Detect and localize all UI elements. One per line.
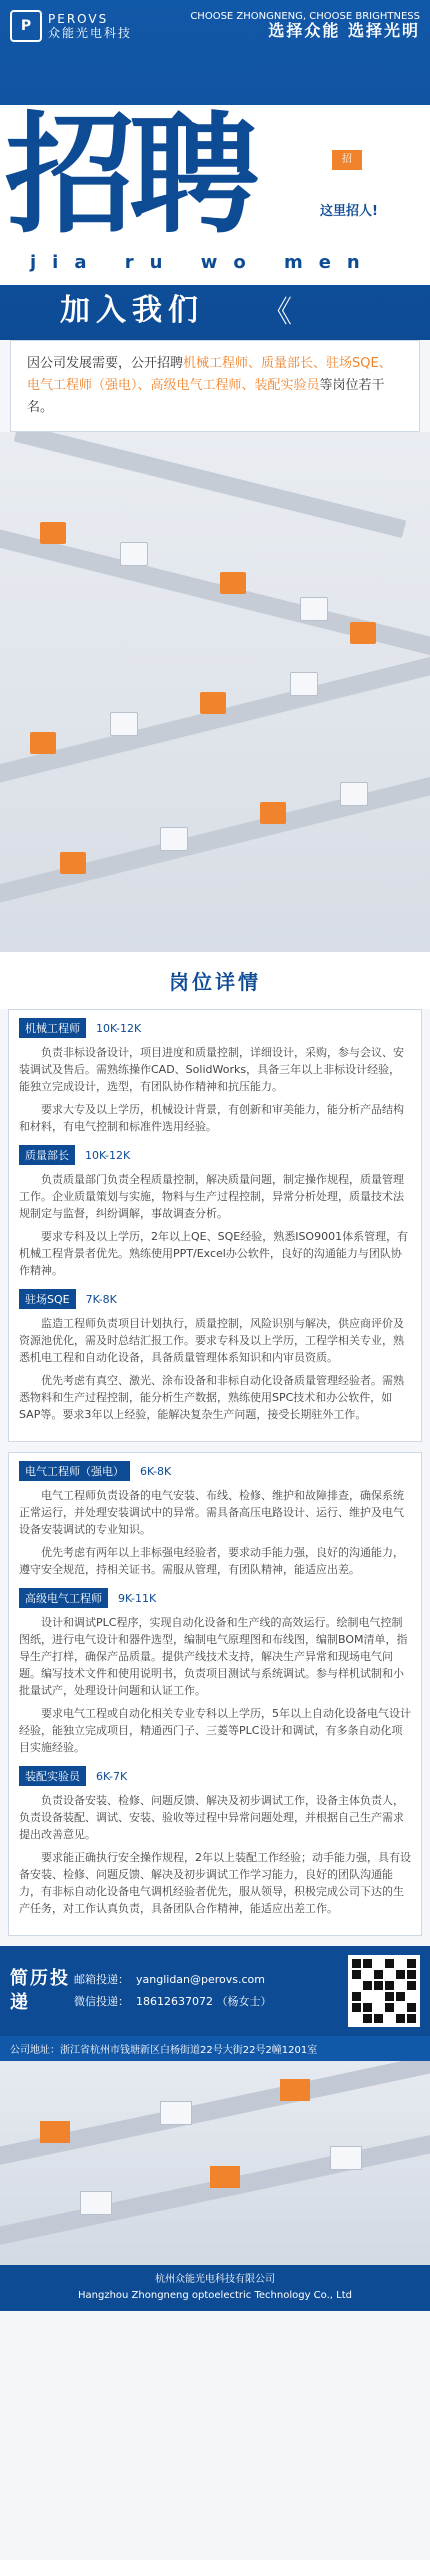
- machine: [110, 712, 138, 736]
- hero-banner: [0, 0, 430, 340]
- job-title: 驻场SQE: [19, 1289, 76, 1309]
- machine: [210, 2166, 240, 2188]
- machine: [290, 672, 318, 696]
- machine: [40, 2121, 70, 2143]
- job-desc: 负责质量部门负责全程质量控制，解决质量问题，制定操作规程，质量管理工作。企业质量策划与实施，物料与生产过程控制，异常分析处理，质量技术法规制定与监督，纠纷调解，事故调查分析。: [19, 1173, 404, 1220]
- footer-company-cn: 杭州众能光电科技有限公司: [155, 2274, 275, 2285]
- wechat-number[interactable]: 18612637072 （杨女士）: [136, 1995, 272, 2008]
- section-heading: 岗位详情: [169, 970, 261, 994]
- job-title: 高级电气工程师: [19, 1588, 108, 1608]
- machine: [40, 522, 66, 544]
- intro-positions: 机械工程师、质量部长、驻场SQE、电气工程师（强电）、高级电气工程师、装配实验员: [27, 356, 392, 393]
- machine: [30, 732, 56, 754]
- machine: [60, 852, 86, 874]
- job-req: 优先考虑有真空、激光、涂布设备和非标自动化设备质量管理经验者。需熟悉物料和生产过程控制，能分析生产数据，熟练使用SPC技术和办公软件，如SAP等。要求3年以上经验，能解决复杂生产问题，接受长期驻外工作。: [19, 1374, 404, 1421]
- job-desc: 设计和调试PLC程序，实现自动化设备和生产线的高效运行。绘制电气控制图纸，进行电气设计和器件选型，编制电气原理图和布线图，编制BOM清单，指导生产打样，确保产品质量。提供产线技术支持，解决生产异常和现场电气问题。编写技术文件和使用说明书，负责项目测试与系统调试。参与样机试制和小批量试产，处理设计问题和认证工作。: [19, 1616, 408, 1697]
- job-req: 优先考虑有两年以上非标强电经验者，要求动手能力强，良好的沟通能力，遵守安全规范，持相关证书。需服从管理，有团队精神，能适应出差。: [19, 1546, 404, 1576]
- job-item: [19, 1588, 411, 1756]
- footer-factory-scene: [0, 2061, 430, 2311]
- machine: [300, 597, 328, 621]
- job-salary: 6K-8K: [140, 1464, 172, 1478]
- job-salary: 6K-7K: [96, 1769, 128, 1783]
- badge: 招: [332, 150, 362, 170]
- intro-text: [10, 340, 420, 432]
- contact-section: [0, 1946, 430, 2036]
- machine: [120, 542, 148, 566]
- job-title: 装配实验员: [19, 1766, 86, 1786]
- footer-company-en: Hangzhou Zhongneng optoelectric Technology Co., Ltd: [78, 2290, 352, 2301]
- chevron-left-icon: 《: [262, 295, 292, 330]
- job-item: [19, 1145, 411, 1279]
- machine: [350, 622, 376, 644]
- job-salary: 10K-12K: [96, 1021, 142, 1035]
- contact-info: [74, 1969, 348, 2013]
- join-us: 加入我们: [60, 293, 204, 328]
- job-desc: 负责设备安装、检修、问题反馈、解决及初步调试工作，设备主体负责人，负责设备装配、调试、安装、验收等过程中异常问题处理，并根据自己生产需求提出改善意见。: [19, 1794, 404, 1841]
- job-title: 电气工程师（强电）: [19, 1461, 130, 1481]
- job-req: 要求电气工程或自动化相关专业专科以上学历，5年以上自动化设备电气设计经验，能独立完成项目，精通西门子、三菱等PLC设计和调试，有多条自动化项目实施经验。: [19, 1707, 411, 1754]
- machine: [80, 2191, 112, 2215]
- machine: [160, 2101, 192, 2125]
- conveyor-line: [14, 432, 406, 538]
- job-desc: 负责非标设备设计，项目进度和质量控制，详细设计，采购，参与会议、安装调试及售后。需熟练操作CAD、SolidWorks，具备三年以上非标设计经验，能独立完成设计，选型，有团队协作精神和抗压能力。: [19, 1046, 404, 1093]
- machine: [260, 802, 286, 824]
- slogan: [190, 10, 420, 38]
- job-salary: 9K-11K: [118, 1591, 157, 1605]
- big-title: 招聘: [5, 99, 254, 251]
- brand-name: PEROVS: [48, 12, 109, 26]
- job-item: [19, 1766, 411, 1917]
- machine: [340, 782, 368, 806]
- company-logo: [10, 10, 132, 42]
- email-link[interactable]: yanglidan@perovs.com: [136, 1973, 266, 1986]
- qr-code-icon: [348, 1955, 420, 2027]
- job-req: 要求专科及以上学历，2年以上QE、SQE经验，熟悉ISO9001体系管理，有机械工程背景者优先。熟练使用PPT/Excel办公软件，良好的沟通能力与团队协作精神。: [19, 1230, 409, 1277]
- machine: [160, 827, 188, 851]
- email-label: 邮箱投递：: [74, 1973, 129, 1986]
- footer-bar: [0, 2265, 430, 2311]
- conveyor-line: [0, 657, 430, 786]
- logo-mark-icon: P: [10, 10, 42, 42]
- machine: [330, 2146, 362, 2170]
- jobs-card-2: [8, 1452, 422, 1936]
- brand-name-cn: 众能光电科技: [48, 26, 133, 40]
- contact-title: 简历投递: [10, 1968, 70, 2013]
- job-title: 质量部长: [19, 1145, 75, 1165]
- job-desc: 电气工程师负责设备的电气安装、布线、检修、维护和故障排查，确保系统正常运行，并处理安装调试中的异常。需具备高压电路设计、运行、维护及电气设备安装调试的专业知识。: [19, 1489, 404, 1536]
- jobs-card-1: [8, 1009, 422, 1442]
- job-req: 要求能正确执行安全操作规程，2年以上装配工作经验；动手能力强，具有设备安装、检修、问题反馈、解决及初步调试工作学习能力，良好的团队沟通能力，有非标自动化设备电气调机经验者优先，服从领导，积极完成公司下达的生产任务，对工作认真负责，具备团队合作精神，能适应出差工作。: [19, 1851, 411, 1915]
- machine: [280, 2079, 310, 2101]
- job-item: [19, 1461, 411, 1578]
- machine: [220, 572, 246, 594]
- slogan-cn: 选择众能 选择光明: [268, 21, 420, 40]
- job-item: [19, 1018, 411, 1135]
- wechat-label: 微信投递：: [74, 1995, 129, 2008]
- factory-scene: [0, 432, 430, 952]
- pinyin: jia ru wo men: [30, 252, 376, 273]
- job-title: 机械工程师: [19, 1018, 86, 1038]
- slogan-en: CHOOSE ZHONGNENG, CHOOSE BRIGHTNESS: [190, 11, 420, 22]
- hiring-tag: 这里招人!: [320, 204, 378, 219]
- intro-prefix: 因公司发展需要，公开招聘: [27, 356, 184, 371]
- intro-suffix: 等岗位若干名。: [27, 378, 385, 415]
- job-salary: 10K-12K: [85, 1148, 131, 1162]
- job-salary: 7K-8K: [85, 1292, 117, 1306]
- machine: [200, 692, 226, 714]
- company-address: 公司地址：浙江省杭州市钱塘新区白杨街道22号大街22号2幢1201室: [0, 2036, 430, 2061]
- job-desc: 监造工程师负责项目计划执行，质量控制，风险识别与解决，供应商评价及资源池优化，需及时总结汇报工作。要求专科及以上学历，工程学相关专业，熟悉机电工程和自动化设备，具备质量管理体系知识和内审员资质。: [19, 1317, 404, 1364]
- section-title: [0, 952, 430, 1009]
- job-item: [19, 1289, 411, 1423]
- job-req: 要求大专及以上学历，机械设计背景，有创新和审美能力，能分析产品结构和材料，有电气控制和标准件选用经验。: [19, 1103, 404, 1133]
